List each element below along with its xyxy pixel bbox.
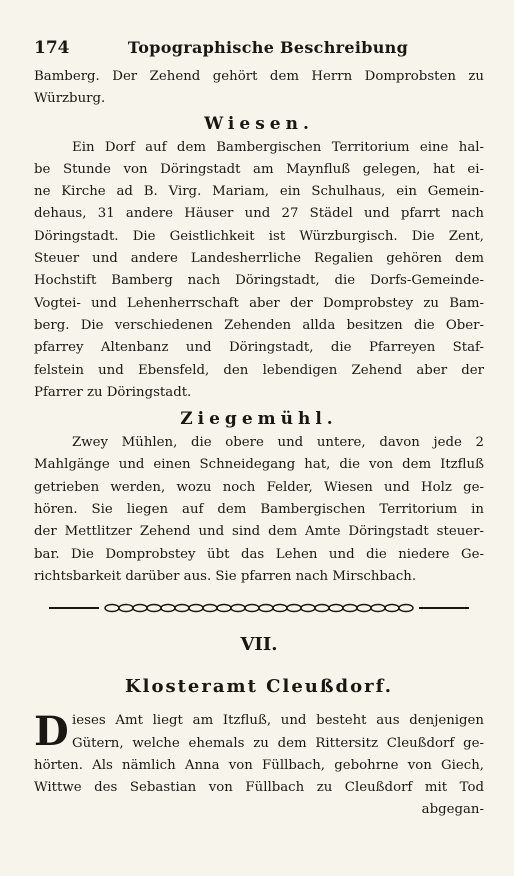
text-line: der Mettlitzer Zehend und sind dem Amte Döringstadt steuer- [34, 524, 484, 540]
text-line: ieses Amt liegt am Itzfluß, und besteht aus denjenigen [72, 713, 484, 729]
drop-cap: D [34, 708, 69, 756]
text-line: Bamberg. Der Zehend gehört dem Herrn Domprobsten zu [34, 69, 484, 84]
text-line: Würzburg. [34, 91, 106, 107]
text-line: Pfarrer zu Döringstadt. [34, 384, 192, 400]
text-line: Hochstift Bamberg nach Döringstadt, die Dorfs-Gemeinde- [34, 273, 484, 289]
text-line: pfarrey Altenbanz und Döringstadt, die Pfarreyen Staf- [34, 340, 484, 356]
section-heading-ziegemuhl: Ziegemühl. [180, 409, 338, 430]
text-line: berg. Die verschiedenen Zehenden allda besitzen die Ober- [34, 317, 484, 333]
running-title: Topographische Beschreibung [127, 38, 409, 57]
text-line: Gütern, welche ehemals zu dem Rittersitz Cleußdorf ge- [72, 735, 484, 751]
text-line: hörten. Als nämlich Anna von Füllbach, gebohrne von Giech, [34, 757, 484, 773]
text-line: Steuer und andere Landesherrliche Regalien gehören dem [34, 251, 484, 267]
chapter-number: VII. [240, 634, 278, 656]
text-line: Vogtei- und Lehenherrschaft aber der Domprobstey zu Bam- [34, 295, 484, 311]
chapter-body [34, 710, 484, 799]
section-body-wiesen [34, 137, 484, 405]
text-line: richtsbarkeit darüber aus. Sie pfarren nach Mirschbach. [34, 568, 417, 584]
text-line: be Stunde von Döringstadt am Maynfluß gelegen, hat ei- [34, 161, 484, 177]
chapter-title: Klosteramt Cleußdorf. [125, 676, 393, 698]
running-header [34, 38, 484, 66]
section-heading-wiesen: Wiesen. [204, 113, 314, 134]
text-line: Döringstadt. Die Geistlichkeit ist Würzburgisch. Die Zent, [34, 228, 484, 244]
text-line: felstein und Ebensfeld, den lebendigen Zehend aber der [34, 362, 484, 378]
page-number: 174 [34, 38, 70, 58]
text-line: Zwey Mühlen, die obere und untere, davon jede 2 [72, 435, 484, 451]
text-line: ne Kirche ad B. Virg. Mariam, ein Schulhaus, ein Gemein- [34, 184, 484, 200]
text-line: Wittwe des Sebastian von Füllbach zu Cleußdorf mit Tod [34, 780, 484, 796]
text-line: dehaus, 31 andere Häuser und 27 Städel und pfarrt nach [34, 206, 484, 222]
text-line: hören. Sie liegen auf dem Bambergischen Territorium in [34, 502, 484, 518]
section-body-ziegemuhl [34, 432, 484, 588]
catchword: abgegan- [421, 802, 484, 818]
text-line: Mahlgänge und einen Schneidegang hat, die von dem Itzfluß [34, 457, 484, 473]
chapter-opening [34, 710, 484, 799]
text-line: bar. Die Domprobstey übt das Lehen und die niedere Ge- [34, 546, 484, 562]
ornamental-divider [49, 602, 469, 614]
text-line: getrieben werden, wozu noch Felder, Wiesen und Holz ge- [34, 479, 484, 495]
text-line: Ein Dorf auf dem Bambergischen Territorium eine hal- [72, 139, 484, 155]
book-page [34, 38, 484, 821]
